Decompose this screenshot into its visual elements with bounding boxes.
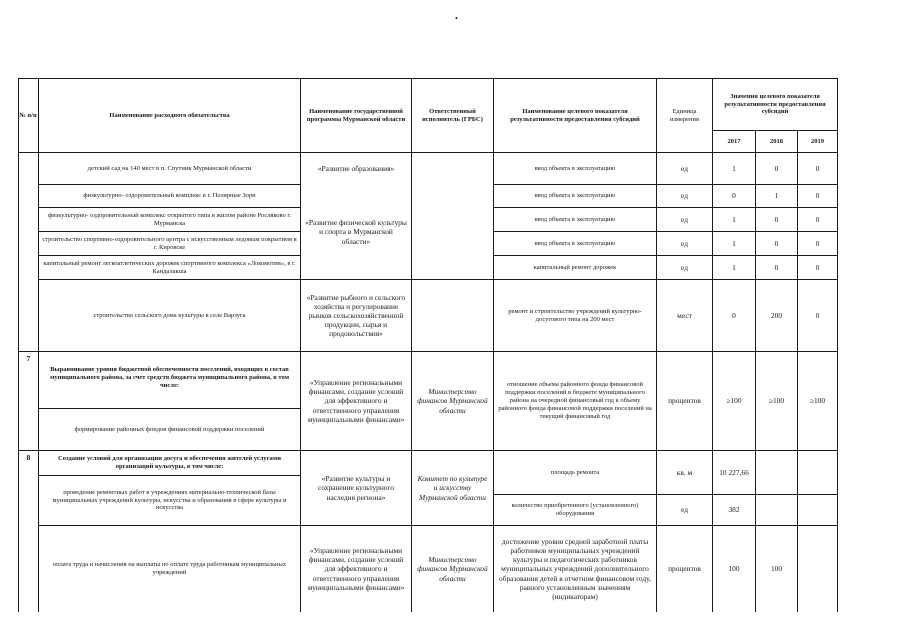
header-year-2019: 2019 (811, 137, 824, 145)
row-value-2017: 100 (728, 564, 740, 574)
row-program: «Управление региональными финансами, создание условий для эффективного и ответственного управления муниципальными финансами» (307, 546, 405, 592)
row-value-2018: 0 (774, 163, 779, 173)
row-value-2017: ≥100 (726, 396, 742, 406)
row-obligation: формирование районных фондов финансовой поддержки поселений (74, 425, 265, 433)
row-obligation: капитальный ремонт легкоатлетических дорожек спортивного комплекса «Локомотив», в г. Кандалакша (43, 259, 296, 275)
row-value-2018: 0 (774, 262, 779, 272)
row-obligation: строительство сельского дома культуры в селе Варзуга (93, 311, 246, 319)
page-mark: • (455, 14, 458, 23)
section-number: 8 (26, 453, 31, 463)
row-value-2018: 0 (774, 238, 779, 248)
row-program: «Развитие образования» (317, 163, 395, 173)
row-unit: ед (681, 214, 688, 224)
row-executor: Министерство финансов Мурманской области (417, 387, 488, 415)
row-indicator: ввод объекта в эксплуатацию (534, 164, 616, 172)
row-unit: процентов (668, 564, 701, 574)
row-unit: ед (681, 163, 688, 173)
row-value-2017: 382 (728, 505, 740, 515)
header-year-2018: 2018 (770, 137, 783, 145)
row-indicator: капитальный ремонт дорожек (533, 263, 617, 271)
row-obligation: оплата труда и начисления на выплаты по оплате труда работникам муниципальных учреждений (52, 561, 287, 576)
row-value-2019: 0 (815, 163, 820, 173)
row-obligation: детский сад на 140 мест в п. Спутник Мурманской области (87, 164, 252, 172)
row-value-2018: ≥100 (768, 396, 785, 406)
row-indicator: ввод объекта в эксплуатацию (534, 192, 616, 200)
section-title: Создание условий для организации досуга и обеспечения жителей услугами организаций культуры, в том числе: (58, 455, 281, 470)
header-unit: Единица измерения (669, 107, 700, 123)
row-indicator: ввод объекта в эксплуатацию (534, 239, 616, 247)
row-value-2017: 1 (732, 214, 736, 224)
header-program: Наименование государственной программы Мурманской области (306, 107, 406, 123)
row-obligation: строительство спортивно-оздоровительного центра с искусственным ледовым покрытием в г. Кировске (42, 235, 297, 251)
header-year-2017: 2017 (727, 137, 741, 145)
header-indicator: Наименование целевого показателя результативности предоставления субсидий (510, 107, 640, 123)
row-program: «Развитие культуры и сохранение культурного наследия региона» (317, 474, 395, 502)
row-value-2018: 1 (774, 191, 779, 201)
row-value-2019: 0 (815, 238, 820, 248)
row-unit: ед (681, 238, 688, 248)
row-obligation: проведение ремонтных работ в учреждениях материально-технической базы муниципальных учреждений культуры, искусства и образования в сфере культуры и искусства (52, 488, 287, 512)
section-title: Выравнивание уровня бюджетной обеспеченности поселений, входящих в состав муниципального района, за счет средств бюджета муниципального района, в том числе: (49, 366, 290, 389)
row-value-2019: 0 (815, 310, 820, 320)
row-value-2018: 0 (774, 214, 779, 224)
row-value-2017: 10 227,66 (719, 467, 749, 477)
row-unit: кв. м (676, 467, 693, 477)
row-value-2018: 200 (770, 310, 783, 320)
row-value-2018: 100 (770, 564, 783, 574)
header-values-title: Значения целевого показателя результативности предоставления субсидий (724, 92, 826, 116)
header-obligation: Наименование расходного обязательства (109, 111, 230, 119)
row-value-2019: 0 (815, 191, 820, 201)
row-value-2019: ≥100 (809, 396, 826, 406)
header-num: № п/п (19, 111, 37, 119)
row-value-2017: 0 (732, 310, 736, 320)
row-program: «Развитие рыбного и сельского хозяйства и регулирование рынков сельскохозяйственной продукции, сырья и продовольствия» (306, 292, 406, 339)
row-unit: ед (681, 191, 688, 201)
row-indicator: достижение уровня средней заработной платы работников муниципальных учреждений культуры и педагогических работников муниципальных учреждений дополнительного образования детей в отчетном финансовом году, равного установленным значениям (индикаторам) (499, 537, 651, 601)
row-value-2017: 1 (732, 163, 736, 173)
row-indicator: ввод объекта в эксплуатацию (534, 215, 616, 223)
row-obligation: физкультурно- оздоровительный комплекс в г. Полярные Зори (83, 192, 256, 200)
row-value-2017: 1 (732, 262, 736, 272)
row-value-2019: 0 (815, 262, 820, 272)
row-indicator: количество приобретенного (установленного) оборудования (511, 502, 639, 517)
row-indicator: отношение объема районного фонда финансовой поддержки поселений в бюджете муниципального района на очередной финансовый год к объему районного фонда финансовой поддержки поселений на текущий финансовый год (498, 381, 652, 420)
row-indicator: ремонт и строительство учреждений культурно-досугового типа на 200 мест (508, 307, 642, 323)
row-program: «Развитие физической культуры и спорта в Мурманской области» (305, 218, 407, 246)
row-executor: Министерство финансов Мурманской области (417, 555, 488, 583)
row-executor: Комитет по культуре и искусству Мурманской области (417, 474, 488, 502)
section-number: 7 (26, 354, 31, 364)
row-value-2017: 0 (732, 191, 736, 201)
row-unit: мест (677, 310, 692, 320)
row-program: «Управление региональными финансами, создание условий для эффективного и ответственного управления муниципальными финансами» (307, 378, 405, 424)
row-obligation: физкультурно- оздоровительный комплекс открытого типа в жилом районе Росляково г. Мурманска (47, 211, 291, 227)
row-unit: ед (681, 505, 688, 515)
row-indicator: площадь ремонта (550, 468, 600, 476)
row-unit: процентов (668, 396, 701, 406)
row-unit: ед (681, 262, 688, 272)
row-value-2017: 1 (732, 238, 736, 248)
header-executor: Ответственный исполнитель (ГРБС) (422, 107, 483, 123)
row-value-2019: 0 (815, 214, 820, 224)
